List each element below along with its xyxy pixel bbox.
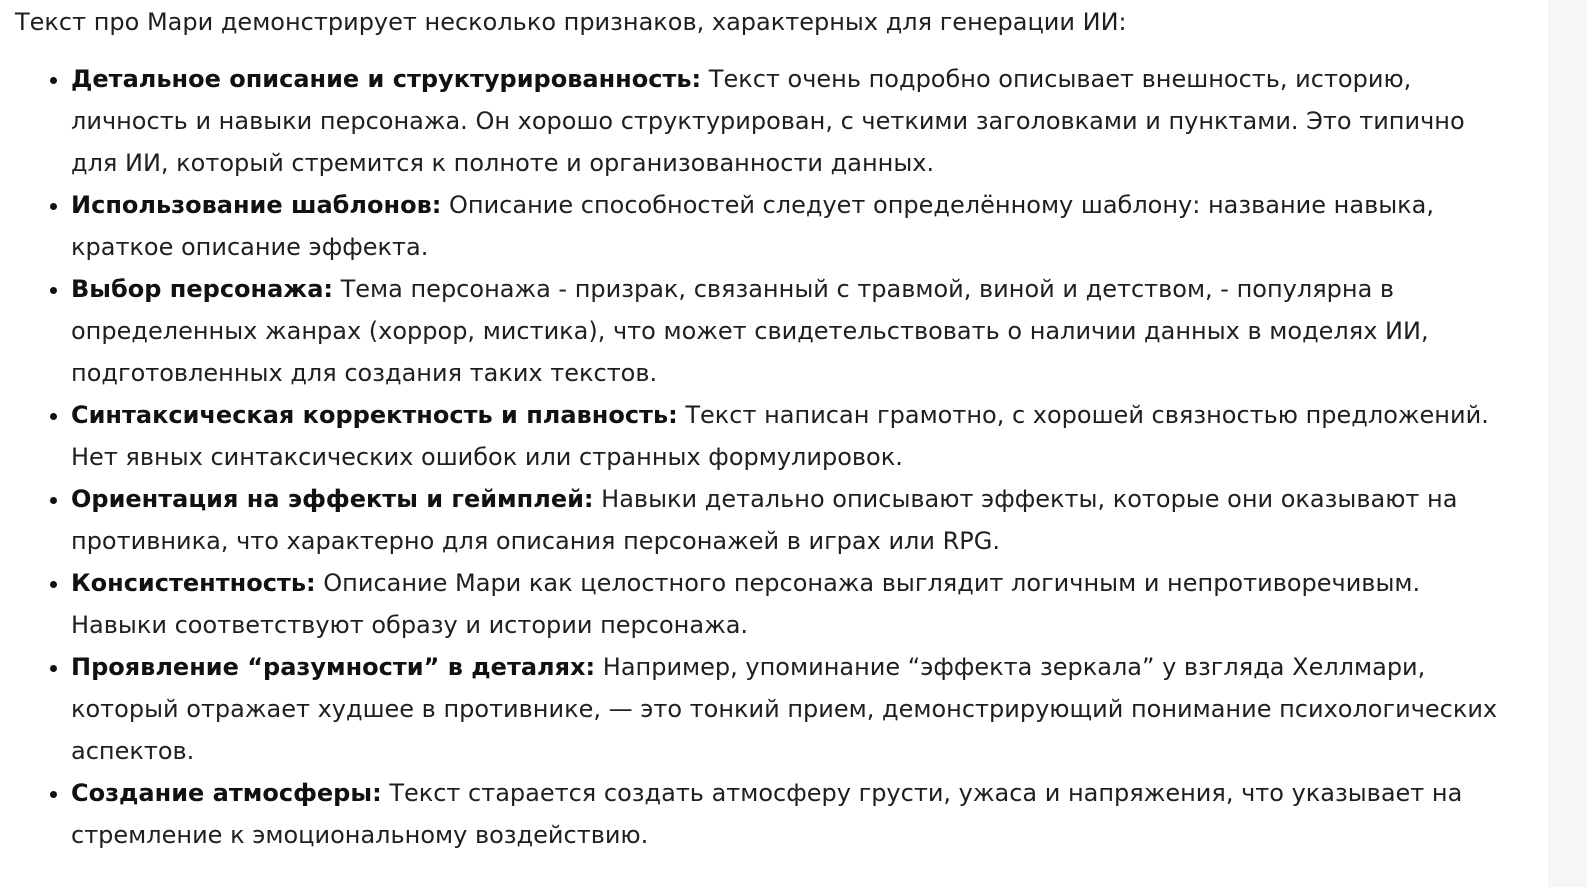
intro-paragraph: Текст про Мари демонстрирует несколько признаков, характерных для генерации ИИ: <box>15 8 1127 36</box>
list-item <box>71 268 1511 394</box>
list-item-text: Например, упоминание “эффекта зеркала” у взгляда Хеллмари, который отражает худшее в противнике, — это тонкий прием, демонстрирующий понимание психологических аспектов. <box>71 653 1498 765</box>
list-item <box>71 478 1511 562</box>
list-item-term: Проявление “разумности” в деталях: <box>71 653 596 681</box>
list-item-text: Описание Мари как целостного персонажа выглядит логичным и непротиворечивым. Навыки соответствуют образу и истории персонажа. <box>71 569 1421 639</box>
list-item-text: Текст написан грамотно, с хорошей связностью предложений. Нет явных синтаксических ошибок или странных формулировок. <box>71 401 1489 471</box>
list-item-term: Использование шаблонов: <box>71 191 442 219</box>
list-item-term: Консистентность: <box>71 569 316 597</box>
list-item-text: Описание способностей следует определённому шаблону: название навыка, краткое описание эффекта. <box>71 191 1434 261</box>
list-item-term: Синтаксическая корректность и плавность: <box>71 401 678 429</box>
list-item-term: Выбор персонажа: <box>71 275 333 303</box>
list-item <box>71 58 1511 184</box>
list-item-text: Текст старается создать атмосферу грусти, ужаса и напряжения, что указывает на стремление к эмоциональному воздействию. <box>71 779 1463 849</box>
list-item <box>71 646 1511 772</box>
right-gutter <box>1548 0 1587 887</box>
list-item-term: Ориентация на эффекты и геймплей: <box>71 485 594 513</box>
list-item-text: Навыки детально описывают эффекты, которые они оказывают на противника, что характерно для описания персонажей в играх или RPG. <box>71 485 1458 555</box>
list-item <box>71 394 1511 478</box>
list-item-term: Создание атмосферы: <box>71 779 382 807</box>
list-item <box>71 562 1511 646</box>
list-item-text: Текст очень подробно описывает внешность, историю, личность и навыки персонажа. Он хорошо структурирован, с четкими заголовками и пунктами. Это типично для ИИ, который стремится к полноте и организованности данных. <box>71 65 1465 177</box>
list-item <box>71 772 1511 856</box>
ai-signs-list <box>15 58 1511 856</box>
list-item-term: Детальное описание и структурированность: <box>71 65 702 93</box>
list-item <box>71 184 1511 268</box>
list-item-text: Тема персонажа - призрак, связанный с травмой, виной и детством, - популярна в определенных жанрах (хоррор, мистика), что может свидетельствовать о наличии данных в моделях ИИ, подготовленных для создания таких текстов. <box>71 275 1429 387</box>
